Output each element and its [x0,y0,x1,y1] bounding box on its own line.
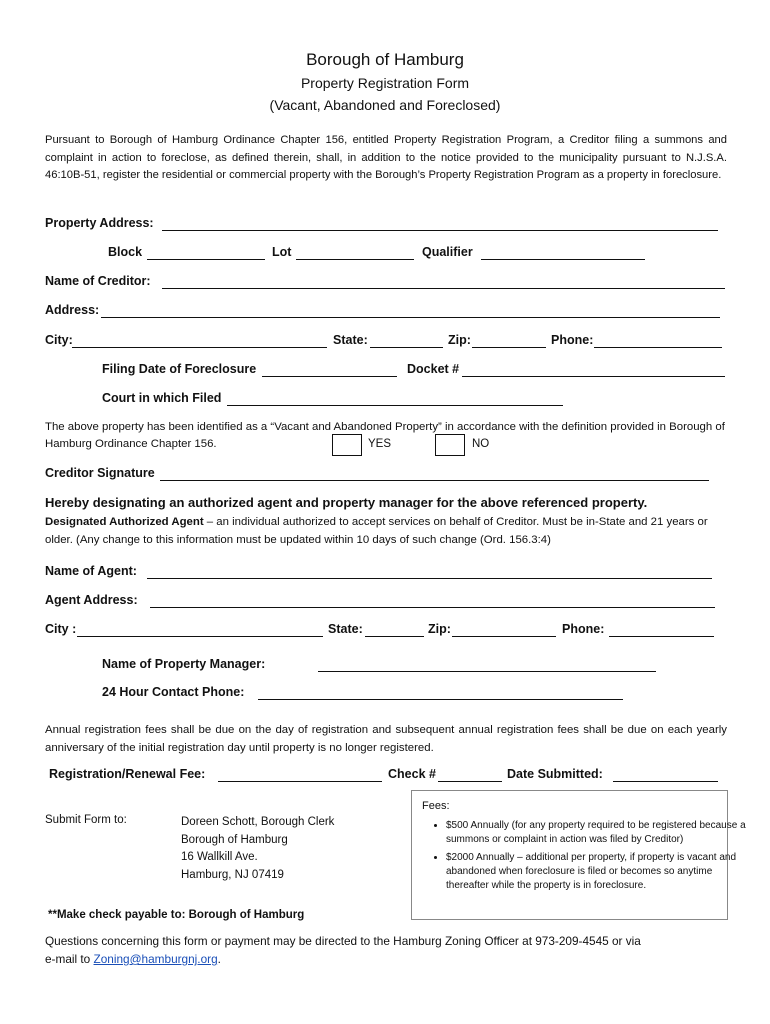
yes-checkbox[interactable] [332,434,362,456]
creditor-name-label: Name of Creditor: [45,274,151,288]
footer-text: Questions concerning this form or payment may be directed to the Hamburg Zoning Officer at 973-209-4545 or via [45,934,641,948]
intro-paragraph: Pursuant to Borough of Hamburg Ordinance Chapter 156, entitled Property Registration Program, a Creditor filing a summons and complaint in action to foreclose, as defined therein, shall, in addition to the notice provided to the municipality pursuant to N.J.S.A. 46:10B-51, register the residential or commercial property with the Borough’s Property Registration Program as a property in foreclosure. [45,134,727,181]
no-checkbox[interactable] [435,434,465,456]
yes-label: YES [368,438,392,450]
property-manager-label: Name of Property Manager: [102,657,266,671]
creditor-name-field[interactable] [162,288,725,289]
submit-address [181,814,334,884]
page-title: Borough of Hamburg [306,50,464,69]
contact-phone-label: 24 Hour Contact Phone: [102,685,245,699]
docket-label: Docket # [407,362,460,376]
submit-label: Submit Form to: [45,814,127,826]
zip-field[interactable] [472,347,546,348]
city-label: City: [45,333,73,347]
payable-note: **Make check payable to: Borough of Hamburg [48,909,305,921]
phone-field[interactable] [594,347,722,348]
property-address-field[interactable] [162,230,718,231]
agent-phone-field[interactable] [609,636,714,637]
property-manager-field[interactable] [318,671,656,672]
zoning-email-link[interactable]: Zoning@hamburgnj.org [93,952,218,966]
block-field[interactable] [147,259,265,260]
submit-address-line: Borough of Hamburg [181,833,288,846]
agent-zip-field[interactable] [452,636,556,637]
contact-phone-field[interactable] [258,699,623,700]
fees-title: Fees: [422,800,450,812]
filing-date-label: Filing Date of Foreclosure [102,362,257,376]
date-submitted-label: Date Submitted: [507,767,603,781]
agent-description: Designated Authorized Agent – an individual authorized to accept services on behalf of Creditor. Must be in-State and 21 years or older. (Any change to this information must be updated within 10 days of such change (Ord. 156.3:4) [45,516,708,546]
annual-fee-paragraph: Annual registration fees shall be due on the day of registration and subsequent annual registration fees shall be due on each yearly anniversary of the initial registration day until property is no longer registered. [45,724,727,754]
agent-city-field[interactable] [77,636,323,637]
fee-item: • $500 Annually (for any property required to be registered because a summons or complaint in action was filed by Creditor) [446,819,746,847]
fees-list [412,819,746,897]
phone-label: Phone: [551,333,594,347]
agent-zip-label: Zip: [428,622,451,636]
footer-email-line: e-mail to Zoning@hamburgnj.org. [45,952,221,966]
date-submitted-field[interactable] [613,781,718,782]
fee-item: • $2000 Annually – additional per property, if property is vacant and abandoned when foreclosure is filed or becomes so anytime thereafter while the property is in foreclosure. [446,851,746,893]
court-field[interactable] [227,405,563,406]
registration-fee-field[interactable] [218,781,382,782]
form-subtitle: Property Registration Form [300,75,470,91]
agent-name-field[interactable] [147,578,712,579]
creditor-signature-field[interactable] [160,480,709,481]
check-number-field[interactable] [438,781,502,782]
agent-city-label: City : [45,622,77,636]
agent-address-field[interactable] [150,607,715,608]
docket-field[interactable] [462,376,725,377]
agent-heading: Hereby designating an authorized agent and property manager for the above referenced property. [45,495,648,510]
registration-fee-label: Registration/Renewal Fee: [49,767,206,781]
address-field[interactable] [101,317,720,318]
agent-state-field[interactable] [365,636,424,637]
lot-field[interactable] [296,259,414,260]
state-field[interactable] [370,347,443,348]
court-label: Court in which Filed [102,391,222,405]
agent-name-label: Name of Agent: [45,564,137,578]
qualifier-field[interactable] [481,259,645,260]
check-number-label: Check # [388,767,436,781]
vacant-statement: The above property has been identified as a “Vacant and Abandoned Property” in accordance with the definition provided in Borough of Hamburg Ordinance Chapter 156. [45,421,725,450]
submit-address-line: Hamburg, NJ 07419 [181,868,284,881]
state-label: State: [333,333,368,347]
address-label: Address: [45,303,100,317]
submit-address-line: 16 Wallkill Ave. [181,851,258,863]
creditor-signature-label: Creditor Signature [45,466,155,480]
agent-state-label: State: [328,622,363,636]
lot-label: Lot [272,245,292,259]
property-address-label: Property Address: [45,216,154,230]
agent-address-label: Agent Address: [45,593,138,607]
zip-label: Zip: [448,333,471,347]
qualifier-label: Qualifier [422,245,473,259]
filing-date-field[interactable] [262,376,397,377]
city-field[interactable] [72,347,327,348]
block-label: Block [108,245,143,259]
submit-address-line: Doreen Schott, Borough Clerk [181,816,335,828]
form-subtitle-2: (Vacant, Abandoned and Foreclosed) [269,97,501,113]
no-label: NO [472,438,490,450]
agent-phone-label: Phone: [562,622,605,636]
fees-box [411,790,746,920]
